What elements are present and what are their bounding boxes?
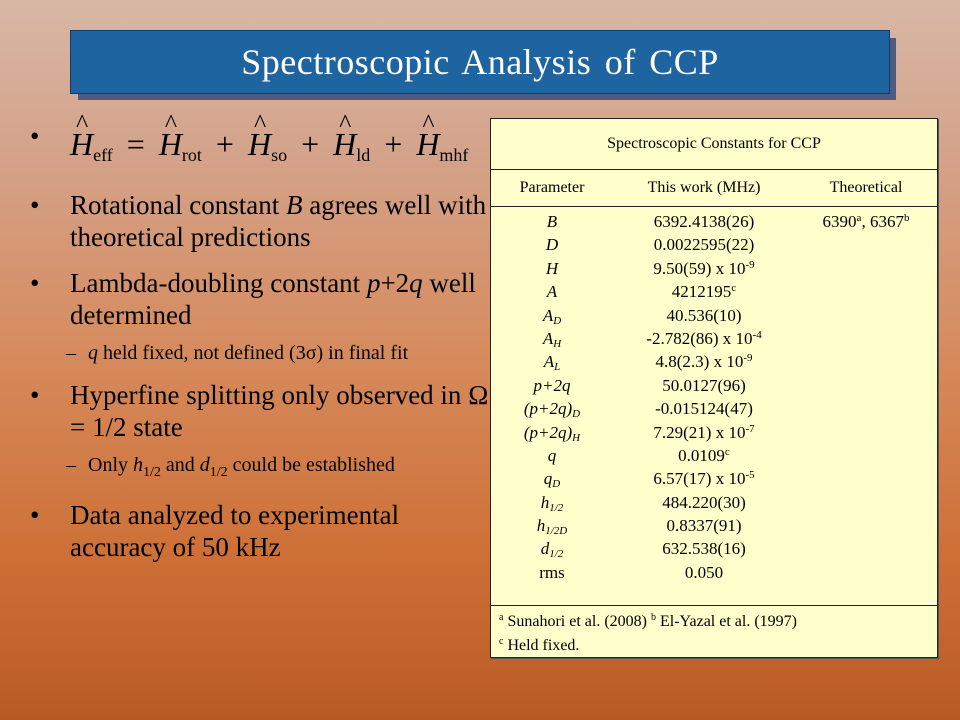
table-body [491,207,937,584]
table-row [491,491,937,514]
cell-parameter: $h_{1/2}$ [540,492,564,514]
cell-this-work: 6392.4138(26) [653,212,755,231]
table-row [491,350,937,373]
table-header-row [491,170,937,207]
table-footnotes: $^a$ Sunahori et al. (2008) $^b$ El-Yazal et al. (1997) $^c$ Held fixed. [491,605,937,658]
constants-table [490,118,938,658]
cell-theoretical [795,561,937,584]
hamiltonian-equation: ^ $H_{eff}$ = ^ $H_{rot}$ + ^ $H_{so}$ + ^ $H_{ld}$ + ^ $H_{mhf}$ [70,124,468,175]
cell-theoretical [795,374,937,397]
bullet-data-accuracy: • Data analyzed to experimental accuracy of 50 kHz [30,500,400,562]
sub-bullet-hyperfine-constants: – Only $h_{1/2}$ and $d_{1/2}$ could be established [66,454,395,480]
cell-parameter: $(p+2q)_D$ [523,399,581,421]
cell-parameter: $d_{1/2}$ [540,539,564,561]
table-row [491,537,937,560]
cell-this-work: 9.50(59) x $10^{-9}$ [653,258,755,278]
table-row [491,467,937,490]
header-this-work: This work (MHz) [647,179,761,196]
bullet-hamiltonian [30,120,490,175]
cell-parameter: $A_H$ [542,328,562,350]
cell-parameter: q [547,445,557,465]
cell-parameter: p+2q [533,375,571,395]
sub-bullet-q-fixed: – q held fixed, not defined (3σ) in final fit [66,342,409,364]
cell-this-work: 632.538(16) [662,539,746,559]
table-row [491,514,937,537]
cell-this-work: 0.0109$^c$ [678,445,730,465]
cell-theoretical [795,421,937,444]
cell-theoretical [795,304,937,327]
cell-theoretical [795,280,937,303]
table-row [491,233,937,256]
table-row [491,561,937,584]
table-row [491,257,937,280]
cell-this-work: 4.8(2.3) x $10^{-9}$ [655,352,753,372]
cell-parameter: $A_D$ [542,305,562,327]
cell-this-work: 4212195$^c$ [671,282,737,302]
cell-theoretical [795,233,937,256]
cell-parameter: D [545,235,559,255]
table-row [491,304,937,327]
table-row [491,327,937,350]
cell-this-work: 0.8337(91) [666,516,742,536]
cell-this-work: 6.57(17) x $10^{-5}$ [653,469,755,489]
bullet-list [30,120,490,577]
cell-this-work: 0.050 [684,562,724,582]
slide-title-box [70,30,890,94]
table-caption: Spectroscopic Constants for CCP [491,119,937,170]
cell-this-work: 484.220(30) [662,492,746,512]
table-row [491,397,937,420]
cell-theoretical [795,327,937,350]
cell-this-work: -0.015124(47) [655,399,753,419]
cell-parameter: $q_D$ [543,469,561,491]
cell-theoretical [795,467,937,490]
cell-theoretical [795,257,937,280]
cell-theoretical [795,514,937,537]
cell-theoretical [795,350,937,373]
cell-parameter: $A_L$ [543,352,561,374]
cell-parameter: B [546,212,558,231]
cell-this-work: 50.0127(96) [662,375,746,395]
cell-this-work: -2.782(86) x $10^{-4}$ [646,328,762,348]
cell-theoretical: 6390$^a$, 6367$^b$ [822,212,910,231]
table-row [491,374,937,397]
cell-parameter: $h_{1/2D}$ [536,516,568,538]
table-row [491,210,937,233]
cell-this-work: 40.536(10) [666,305,742,325]
cell-theoretical [795,491,937,514]
cell-theoretical [795,397,937,420]
header-theoretical: Theoretical [829,179,903,196]
cell-parameter: A [546,282,558,302]
cell-parameter: rms [539,562,565,582]
bullet-hyperfine: • Hyperfine splitting only observed in Ω = 1/2 state [30,380,489,442]
bullet-lambda-doubling: • Lambda-doubling constant p+2q well determined [30,268,476,330]
cell-parameter: H [545,258,559,278]
table-row [491,444,937,467]
cell-this-work: 7.29(21) x $10^{-7}$ [653,422,755,442]
bullet-rotational-constant: • Rotational constant B agrees well with theoretical predictions [30,190,487,252]
table-row [491,280,937,303]
cell-this-work: 0.0022595(22) [653,235,755,255]
header-parameter: Parameter [519,179,585,196]
table-row [491,421,937,444]
cell-parameter: $(p+2q)_H$ [523,422,581,444]
cell-theoretical [795,444,937,467]
cell-theoretical [795,537,937,560]
bullet-dot: • [30,121,40,151]
slide-title: Spectroscopic Analysis of CCP [241,42,719,82]
